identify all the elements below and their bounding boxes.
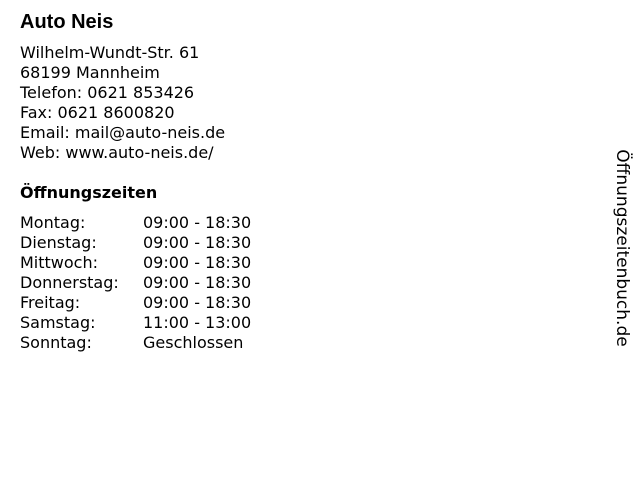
hours-row: [20, 313, 251, 333]
hours-time: 09:00 - 18:30: [143, 273, 252, 292]
hours-row: [20, 333, 251, 353]
phone-number: Telefon: 0621 853426: [20, 83, 195, 102]
street-address: Wilhelm-Wundt-Str. 61: [20, 43, 200, 62]
hours-time: Geschlossen: [143, 333, 244, 352]
hours-day: Sonntag:: [20, 333, 92, 352]
fax-number: Fax: 0621 8600820: [20, 103, 175, 122]
hours-row: [20, 293, 251, 313]
hours-time: 09:00 - 18:30: [143, 213, 252, 232]
hours-row: [20, 273, 251, 293]
contact-info: [20, 43, 251, 163]
business-card: [20, 10, 251, 353]
hours-row: [20, 213, 251, 233]
opening-hours-title: Öffnungszeiten: [20, 183, 158, 202]
hours-row: [20, 233, 251, 253]
hours-day: Donnerstag:: [20, 273, 119, 292]
hours-time: 09:00 - 18:30: [143, 253, 252, 272]
hours-time: 11:00 - 13:00: [143, 313, 252, 332]
hours-day: Dienstag:: [20, 233, 97, 252]
hours-time: 09:00 - 18:30: [143, 233, 252, 252]
hours-time: 09:00 - 18:30: [143, 293, 252, 312]
email-address: Email: mail@auto-neis.de: [20, 123, 226, 142]
opening-hours-table: [20, 213, 251, 353]
brand-watermark: Öffnungszeitenbuch.de: [612, 149, 632, 347]
postal-city: 68199 Mannheim: [20, 63, 160, 82]
website-address: Web: www.auto-neis.de/: [20, 143, 214, 162]
hours-row: [20, 253, 251, 273]
business-name: Auto Neis: [20, 11, 114, 33]
hours-day: Montag:: [20, 213, 86, 232]
hours-day: Samstag:: [20, 313, 96, 332]
hours-day: Mittwoch:: [20, 253, 98, 272]
hours-day: Freitag:: [20, 293, 81, 312]
